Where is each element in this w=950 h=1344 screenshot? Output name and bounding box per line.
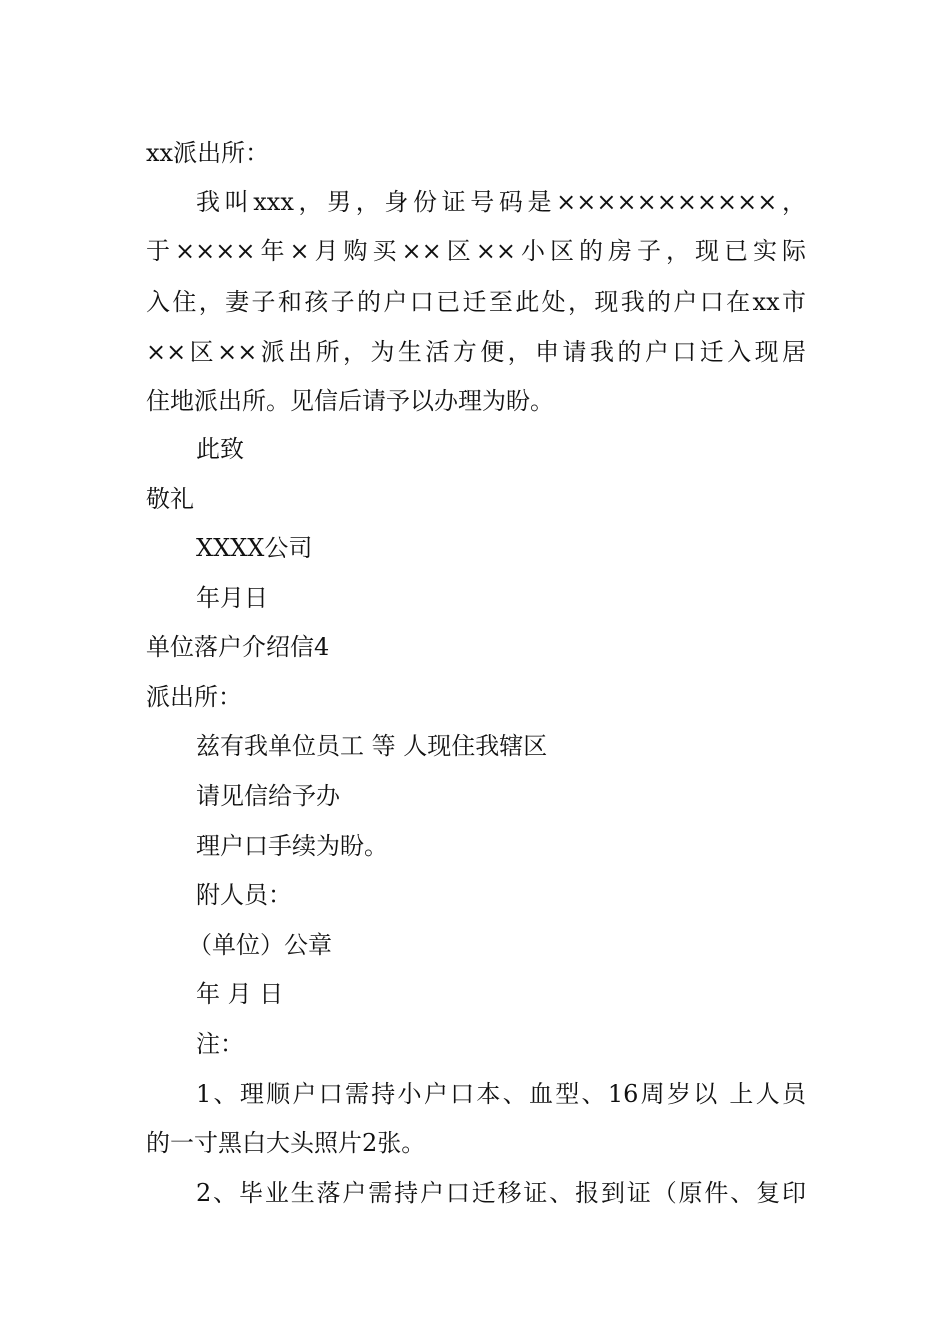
closing-line-2: 敬礼	[146, 485, 194, 513]
letter2-line-2: 请见信给予办	[196, 782, 340, 810]
note-1-line-1: 1、理顺户口需持小户口本、血型、16周岁以 上人员	[196, 1080, 806, 1108]
body-line-3: 入住，妻子和孩子的户口已迁至此处，现我的户口在xx市	[146, 288, 806, 316]
body-line-4: ××区××派出所，为生活方便，申请我的户口迁入现居	[146, 338, 806, 366]
closing-line-1: 此致	[196, 435, 244, 463]
note-2-line-1: 2、毕业生落户需持户口迁移证、报到证（原件、复印	[196, 1179, 806, 1207]
section-title: 单位落户介绍信4	[146, 633, 330, 661]
letter2-line-1: 兹有我单位员工 等 人现住我辖区	[196, 732, 548, 760]
attachment-label: 附人员：	[196, 881, 292, 909]
body-line-1: 我叫xxx，男，身份证号码是×××××××××××，	[196, 188, 806, 216]
seal-label: （单位）公章	[188, 931, 332, 959]
body-line-2: 于××××年×月购买××区××小区的房子，现已实际	[146, 237, 806, 265]
addressee-line: xx派出所：	[146, 139, 270, 167]
note-label: 注：	[196, 1030, 244, 1058]
addressee-line-2: 派出所：	[146, 683, 242, 711]
date-line-1: 年月日	[196, 584, 268, 612]
note-1-line-2: 的一寸黑白大头照片2张。	[146, 1129, 426, 1157]
date-line-2: 年 月 日	[196, 980, 284, 1008]
body-line-5: 住地派出所。见信后请予以办理为盼。	[146, 387, 554, 415]
company-name: XXXX公司	[196, 534, 313, 562]
letter2-line-3: 理户口手续为盼。	[196, 832, 388, 860]
